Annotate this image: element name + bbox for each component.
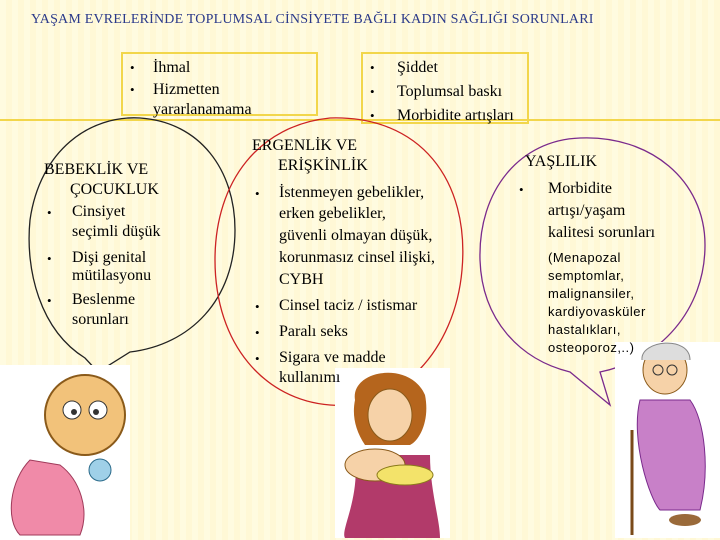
- list-item: sorunları: [72, 311, 129, 328]
- list-item: Cinsel taciz / istismar: [279, 297, 418, 314]
- list-item: Dişi genital: [72, 249, 147, 266]
- list-item: Sigara ve madde: [279, 349, 386, 366]
- bullet: •: [255, 351, 260, 366]
- list-item: Toplumsal baskı: [397, 83, 503, 100]
- list-item: güvenli olmayan düşük,: [279, 227, 433, 244]
- list-item: yararlanamama: [153, 101, 252, 118]
- bullet: •: [255, 186, 260, 201]
- grandmother-illustration: [615, 342, 720, 538]
- bullet: •: [255, 299, 260, 314]
- list-item: İhmal: [153, 59, 191, 76]
- page-title: YAŞAM EVRELERİNDE TOPLUMSAL CİNSİYETE BAĞLI KADIN SAĞLIĞI SORUNLARI: [31, 12, 594, 27]
- bullet: •: [47, 293, 52, 308]
- note-line: kardiyovasküler: [548, 304, 646, 319]
- list-item: Morbidite: [548, 180, 612, 197]
- list-item: kullanımı: [279, 369, 341, 386]
- list-item: CYBH: [279, 271, 324, 288]
- section-heading: BEBEKLİK VE: [44, 161, 149, 178]
- list-item: Hizmetten: [153, 81, 220, 98]
- note-line: malignansiler,: [548, 286, 635, 301]
- list-item: artışı/yaşam: [548, 202, 626, 219]
- list-item: İstenmeyen gebelikler,: [279, 184, 425, 201]
- section-heading: ÇOCUKLUK: [70, 181, 159, 198]
- bullet: •: [47, 251, 52, 266]
- childhood-bubble: [29, 118, 235, 372]
- list-item: kalitesi sorunları: [548, 224, 656, 241]
- list-item: Morbidite artışları: [397, 107, 514, 124]
- list-item: Beslenme: [72, 291, 136, 308]
- mother-with-baby-illustration: [335, 368, 450, 538]
- bullet: •: [130, 60, 135, 75]
- bullet: •: [370, 84, 375, 99]
- bullet: •: [255, 325, 260, 340]
- note-line: hastalıkları,: [548, 322, 621, 337]
- note-line: semptomlar,: [548, 268, 625, 283]
- bullet: •: [47, 205, 52, 220]
- list-item: mütilasyonu: [72, 267, 152, 284]
- baby-illustration: [0, 365, 130, 540]
- section-heading: ERGENLİK VE: [252, 137, 358, 154]
- list-item: Paralı seks: [279, 323, 348, 340]
- note-line: osteoporoz,..): [548, 340, 635, 355]
- note-line: (Menapozal: [548, 250, 621, 265]
- bullet: •: [519, 182, 524, 197]
- list-item: Cinsiyet: [72, 203, 126, 220]
- list-item: korunmasız cinsel ilişki,: [279, 249, 435, 266]
- list-item: erken gebelikler,: [279, 205, 386, 222]
- bullet: •: [370, 60, 375, 75]
- section-heading: YAŞLILIK: [525, 153, 597, 170]
- section-heading: ERİŞKİNLİK: [278, 157, 368, 174]
- bullet: •: [370, 108, 375, 123]
- list-item: seçimli düşük: [72, 223, 161, 240]
- list-item: Şiddet: [397, 59, 438, 76]
- bullet: •: [130, 82, 135, 97]
